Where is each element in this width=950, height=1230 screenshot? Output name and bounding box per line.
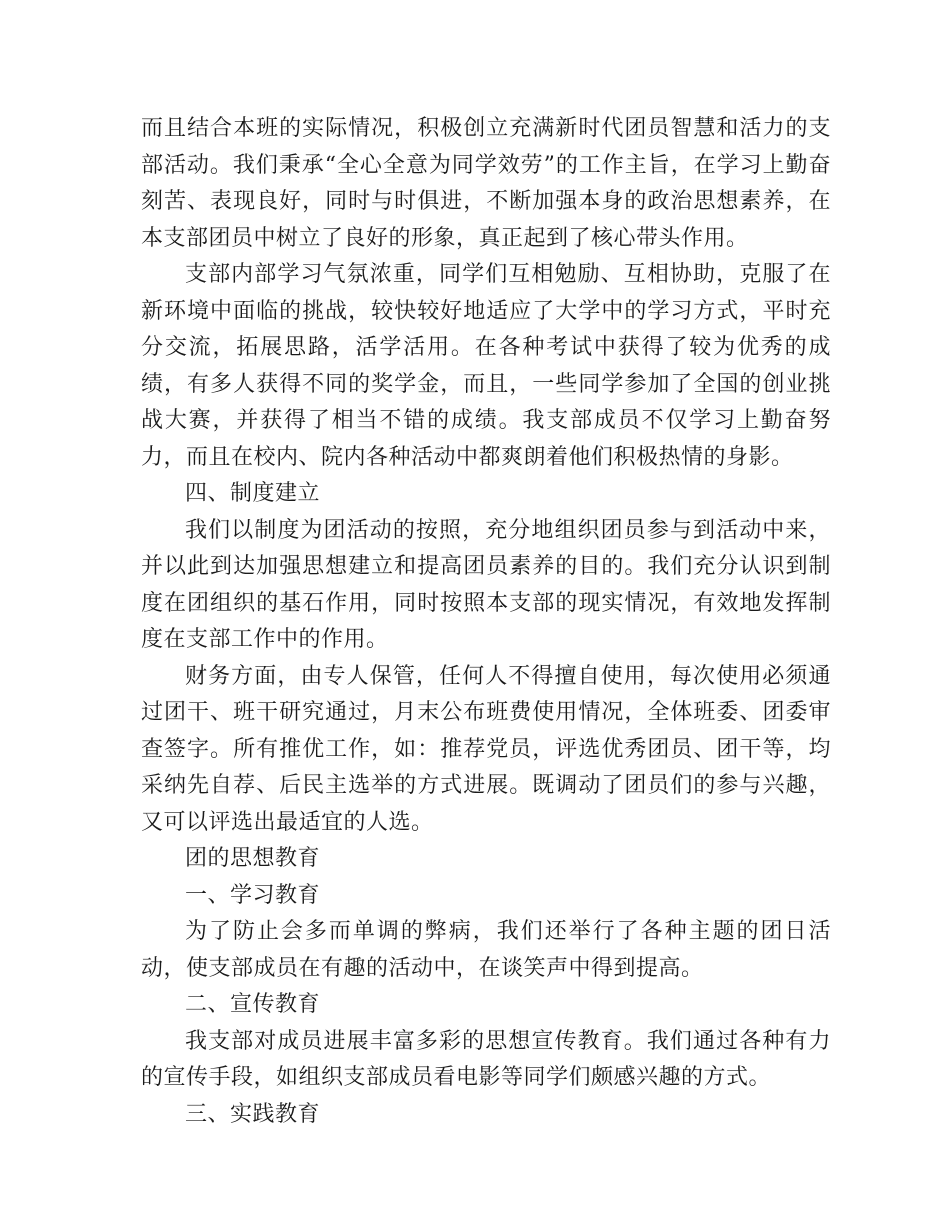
heading-practice-education: 三、实践教育 [185,1101,321,1127]
paragraph-continuation: 而且结合本班的实际情况，积极创立充满新时代团员智慧和活力的支部活动。我们秉承“全心全意为同学效劳”的工作主旨，在学习上勤奋刻苦、表现良好，同时与时俱进，不断加强本身的政治思想素养，在本支部团员中树立了良好的形象，真正起到了核心带头作用。 [141,116,831,251]
paragraph-study-atmosphere: 支部内部学习气氛浓重，同学们互相勉励、互相协助，克服了在新环境中面临的挑战，较快较好地适应了大学中的学习方式，平时充分交流，拓展思路，活学活用。在各种考试中获得了较为优秀的成绩，有多人获得不同的奖学金，而且，一些同学参加了全国的创业挑战大赛，并获得了相当不错的成绩。我支部成员不仅学习上勤奋努力，而且在校内、院内各种活动中都爽朗着他们积极热情的身影。 [141,262,831,470]
paragraph-finance: 财务方面，由专人保管，任何人不得擅自使用，每次使用必须通过团干、班干研究通过，月末公布班费使用情况，全体班委、团委审查签字。所有推优工作，如：推荐党员，评选优秀团员、团干等，均采纳先自荐、后民主选举的方式进展。既调动了团员们的参与兴趣，又可以评选出最适宜的人选。 [141,663,831,835]
heading-publicity-education: 二、宣传教育 [185,992,321,1017]
document-page [141,111,831,1133]
paragraph-publicity-education: 我支部对成员进展丰富多彩的思想宣传教育。我们通过各种有力的宣传手段，如组织支部成员看电影等同学们颇感兴趣的方式。 [141,1028,831,1090]
heading-system-building: 四、制度建立 [185,481,321,506]
heading-ideological-education: 团的思想教育 [185,846,321,871]
heading-study-education: 一、学习教育 [185,882,321,908]
paragraph-study-education: 为了防止会多而单调的弊病，我们还举行了各种主题的团日活动，使支部成员在有趣的活动中，在谈笑声中得到提高。 [141,919,831,981]
paragraph-system-basis: 我们以制度为团活动的按照，充分地组织团员参与到活动中来，并以此到达加强思想建立和提高团员素养的目的。我们充分认识到制度在团组织的基石作用，同时按照本支部的现实情况，有效地发挥制度在支部工作中的作用。 [141,517,831,652]
